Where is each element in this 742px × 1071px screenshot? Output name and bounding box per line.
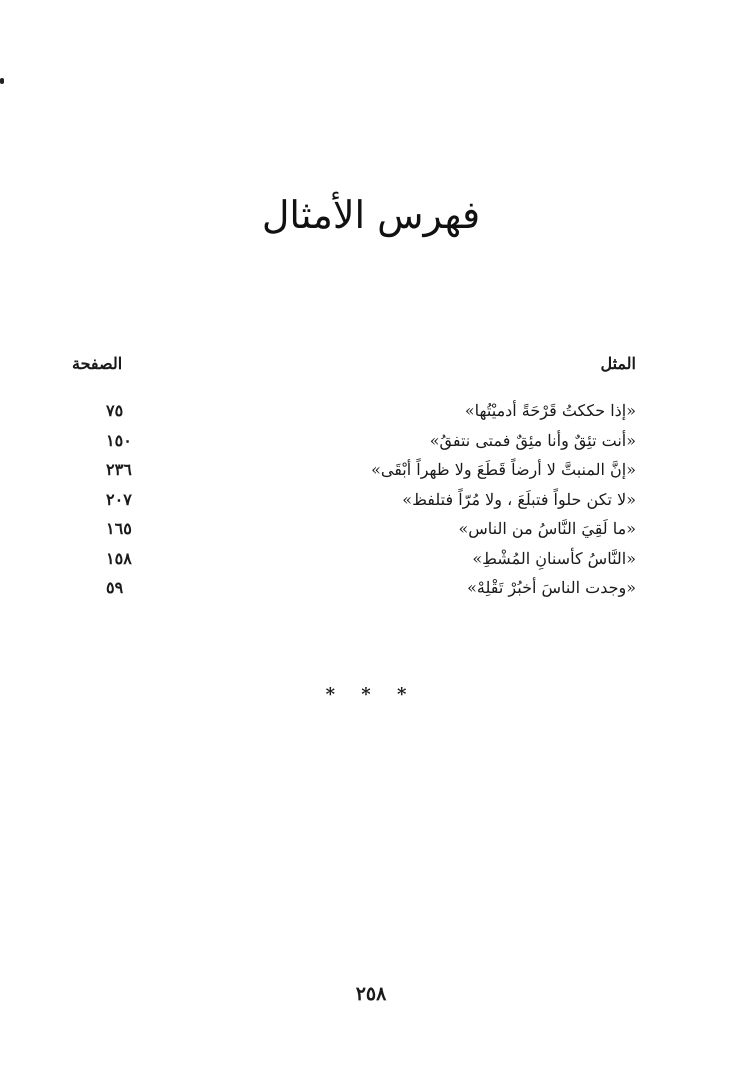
index-entry bbox=[72, 545, 636, 575]
proverb-text: «أنت تئِقٌ وأنا مئِقٌ فمتى نتفقُ» bbox=[429, 430, 636, 450]
proverb-index-list bbox=[72, 397, 636, 604]
proverb-text: «ما لَقِيَ النَّاسُ من الناس» bbox=[458, 519, 636, 538]
proverb-column-header: المثل bbox=[600, 354, 636, 373]
index-entry bbox=[72, 427, 636, 457]
proverb-text: «إنَّ المنبتَّ لا أرضاً قَطَعَ ولا ظهراً أبْقَى» bbox=[371, 460, 636, 479]
page-reference: ١٥٨ bbox=[106, 548, 132, 568]
proverb-text: «لا تكن حلواً فتبلَعَ ، ولا مُرّاً فتلفظ» bbox=[402, 489, 636, 509]
page-reference: ٢٠٧ bbox=[106, 489, 132, 509]
table-header bbox=[72, 354, 636, 378]
index-entry bbox=[72, 515, 636, 545]
proverb-text: «وجدت الناسَ أخبُرْ تَقْلِهْ» bbox=[467, 578, 636, 597]
page-reference: ١٦٥ bbox=[106, 519, 132, 538]
page-reference: ١٥٠ bbox=[106, 430, 132, 450]
page-reference: ٢٣٦ bbox=[106, 460, 132, 479]
index-entry bbox=[72, 456, 636, 486]
index-entry bbox=[72, 397, 636, 427]
index-title: فهرس الأمثال bbox=[261, 193, 481, 237]
page-reference: ٧٥ bbox=[106, 401, 124, 420]
edge-mark bbox=[0, 78, 4, 84]
section-separator: * * * bbox=[325, 684, 417, 705]
page-reference: ٥٩ bbox=[106, 578, 124, 597]
page-number: ٢٥٨ bbox=[355, 983, 387, 1005]
proverb-text: «إذا حككتُ قَرْحَةً أدميْتُها» bbox=[464, 401, 636, 420]
index-entry bbox=[72, 486, 636, 516]
page-column-header: الصفحة bbox=[72, 354, 123, 373]
proverb-text: «النَّاسُ كأسنانِ المُشْطِ» bbox=[472, 548, 636, 568]
index-entry bbox=[72, 574, 636, 604]
